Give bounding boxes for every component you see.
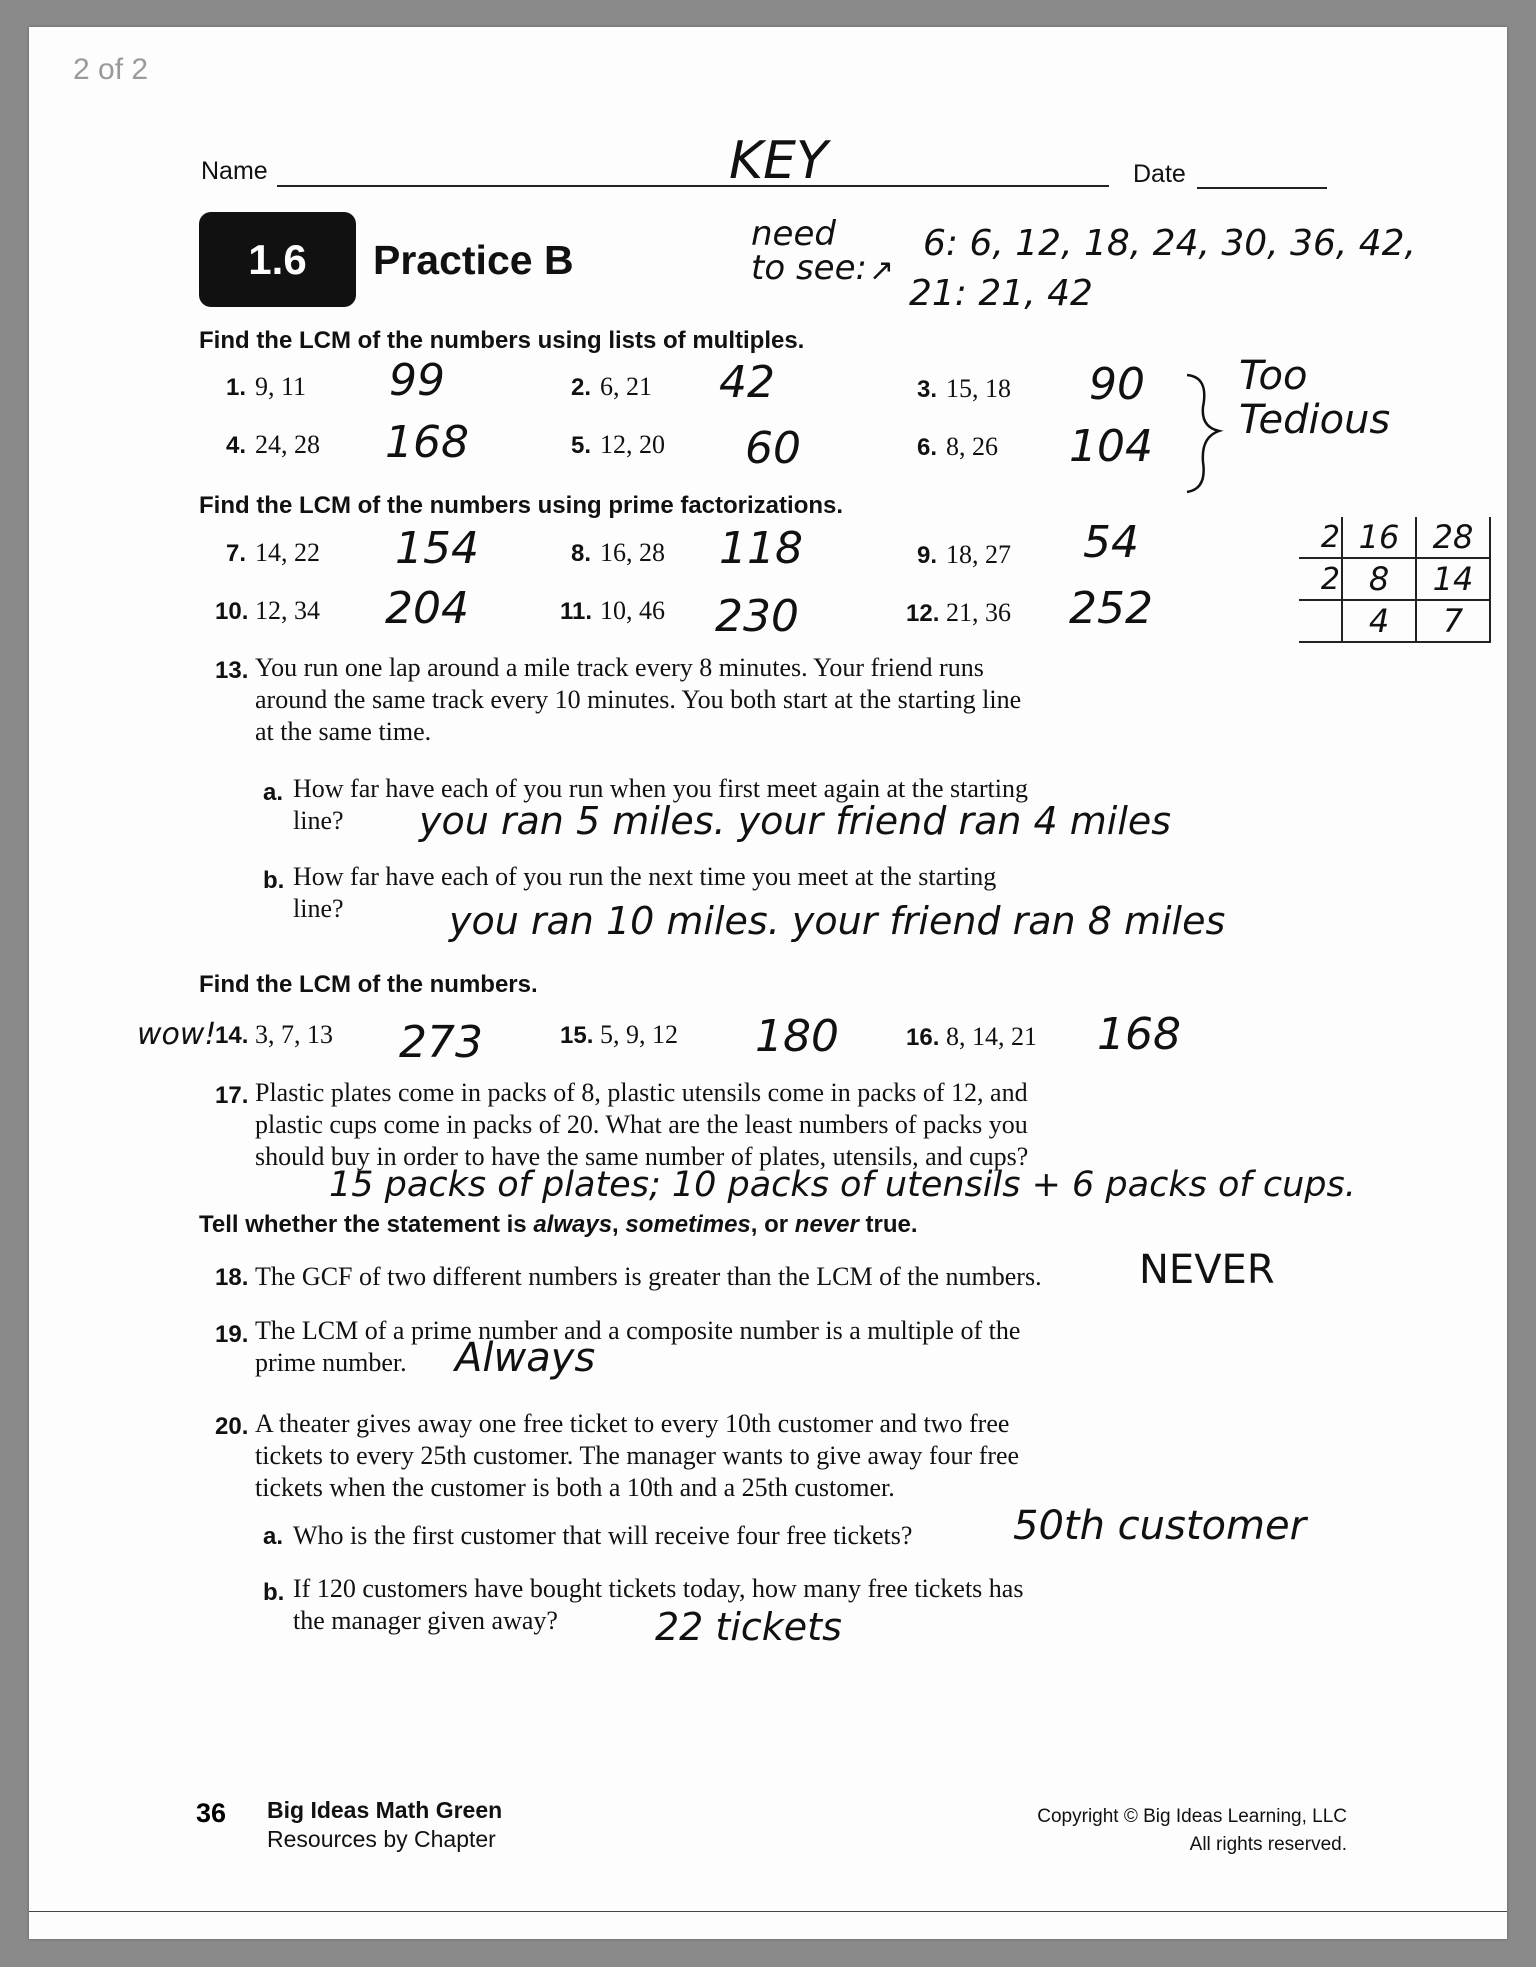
q7-answer: 154 [395,523,479,574]
q20-number: 20. [215,1413,249,1440]
footer-book-subtitle: Resources by Chapter [267,1826,496,1852]
q11-answer: 230 [715,591,799,642]
q12-answer: 252 [1069,583,1153,634]
q3-answer: 90 [1089,359,1145,410]
q20-line: A theater gives away one free ticket to every 10th customer and two free [255,1409,1010,1438]
brace-mark [1179,367,1229,497]
q20b-answer: 22 tickets [655,1605,842,1649]
q13b-answer: you ran 10 miles. your friend ran 8 miles [449,899,1226,943]
q13-line: at the same time. [255,717,432,746]
footer-book [267,1796,502,1854]
q16-text: 8, 14, 21 [946,1022,1037,1051]
copyright-line1: Copyright © Big Ideas Learning, LLC [1037,1806,1347,1827]
ladder-cell: 8 [1342,558,1416,600]
q9-number: 9. [917,542,938,569]
ladder-row [1299,558,1490,600]
q13b-label: b. [263,867,285,894]
multiples-line2: 21: 21, 42 [909,273,1093,314]
q13-line: around the same track every 10 minutes. You both start at the starting line [255,685,1022,714]
section4-always: always [533,1211,613,1238]
section4-post: true. [858,1211,918,1238]
need-note [751,214,867,288]
q15-text: 5, 9, 12 [600,1020,678,1049]
copyright-line2: All rights reserved. [1189,1834,1347,1855]
q11-number: 11. [560,598,593,625]
q3-text: 15, 18 [946,374,1011,403]
q2-answer: 42 [719,357,775,408]
ladder-row [1299,600,1490,642]
section3-heading: Find the LCM of the numbers. [199,971,538,998]
q2-text: 6, 21 [600,372,652,401]
name-line [277,185,1109,187]
q17-answer: 15 packs of plates; 10 packs of utensils + 6 packs of cups. [329,1165,1356,1205]
q10-answer: 204 [385,583,469,634]
page-bottom-rule [29,1911,1507,1912]
q13b-line: How far have each of you run the next time you meet at the starting [293,862,997,891]
key-note: KEY [729,131,828,191]
section4-heading [199,1211,918,1239]
q10-text: 12, 34 [255,596,320,625]
footer-copyright [1037,1803,1347,1859]
q5-text: 12, 20 [600,430,665,459]
q12-number: 12. [906,600,940,627]
q20a-answer: 50th customer [1013,1503,1307,1549]
arrow-note: ↗ [869,253,895,288]
ladder-cell: 28 [1416,517,1490,558]
q2-number: 2. [571,374,592,401]
footer-book-title: Big Ideas Math Green [267,1797,503,1823]
section4-heading-pre: Tell whether the statement is [199,1211,534,1238]
q6-text: 8, 26 [946,432,998,461]
factor-ladder [1299,517,1491,643]
q6-answer: 104 [1069,421,1153,472]
section4-mid: , or [750,1211,795,1238]
q9-text: 18, 27 [946,540,1011,569]
q19-line: The LCM of a prime number and a composite number is a multiple of the [255,1316,1021,1345]
q15-answer: 180 [755,1011,839,1062]
q10-number: 10. [215,598,249,625]
ladder-divisor [1299,600,1342,642]
page-indicator: 2 of 2 [73,53,149,86]
q20a-text: Who is the first customer that will receive four free tickets? [293,1521,913,1550]
q5-number: 5. [571,432,592,459]
q16-answer: 168 [1097,1009,1181,1060]
date-line [1197,187,1327,189]
q17-line: Plastic plates come in packs of 8, plastic utensils come in packs of 12, and [255,1078,1028,1107]
q14-number: 14. [215,1022,249,1049]
ladder-cell: 14 [1416,558,1490,600]
q8-answer: 118 [719,523,803,574]
q14-answer: 273 [399,1017,483,1068]
q20-line: tickets when the customer is both a 10th and a 25th customer. [255,1473,895,1502]
q19-answer: Always [455,1335,596,1381]
ladder-cell: 4 [1342,600,1416,642]
q18-text: The GCF of two different numbers is greater than the LCM of the numbers. [255,1262,1042,1291]
q20b-line: If 120 customers have bought tickets today, how many free tickets has [293,1574,1024,1603]
q20b-line: the manager given away? [293,1606,558,1635]
q12-text: 21, 36 [946,598,1011,627]
wow-note: wow! [137,1017,217,1052]
q1-answer: 99 [389,355,445,406]
ladder-cell: 7 [1416,600,1490,642]
section1-heading: Find the LCM of the numbers using lists of multiples. [199,327,805,354]
q19-text [255,1315,1020,1379]
q20-text [255,1408,1019,1504]
ladder-row [1299,517,1490,558]
q4-answer: 168 [385,417,469,468]
q13-text [255,652,1021,748]
ladder-divisor: 2 [1299,558,1342,600]
q13a-line: How far have each of you run when you first meet again at the starting [293,774,1028,803]
q4-text: 24, 28 [255,430,320,459]
q16-number: 16. [906,1024,940,1051]
q17-line: should buy in order to have the same number of plates, utensils, and cups? [255,1142,1029,1171]
q13b-line: line? [293,894,344,923]
q19-number: 19. [215,1321,249,1348]
q20a-label: a. [263,1523,284,1550]
ladder-cell: 16 [1342,517,1416,558]
q13a-line: line? [293,806,344,835]
q6-number: 6. [917,434,938,461]
q17-text [255,1077,1028,1173]
q13a-answer: you ran 5 miles. your friend ran 4 miles [419,799,1172,843]
q1-text: 9, 11 [255,372,307,401]
name-label: Name [201,157,268,185]
q17-number: 17. [215,1082,249,1109]
document-page [29,27,1507,1939]
q3-number: 3. [917,376,938,403]
q15-number: 15. [560,1022,594,1049]
q8-text: 16, 28 [600,538,665,567]
ladder-divisor: 2 [1299,517,1342,558]
q13a-label: a. [263,779,284,806]
section4-never: never [794,1211,859,1238]
multiples-line1: 6: 6, 12, 18, 24, 30, 36, 42, [923,223,1416,264]
q5-answer: 60 [745,423,801,474]
need-note-line1: need [751,214,836,254]
q8-number: 8. [571,540,592,567]
q18-number: 18. [215,1264,249,1291]
q13-number: 13. [215,657,249,684]
tedious-note: Tedious [1239,397,1391,443]
section4-sometimes: sometimes [625,1211,751,1238]
q20b-label: b. [263,1579,285,1606]
q4-number: 4. [226,432,247,459]
q19-line: prime number. [255,1348,407,1377]
q11-text: 10, 46 [600,596,665,625]
q1-number: 1. [226,374,247,401]
q18-answer: NEVER [1139,1247,1275,1293]
section4-comma: , [612,1211,626,1238]
too-note: Too [1239,353,1308,399]
need-note-line2: to see: [751,248,867,288]
lesson-badge: 1.6 [199,212,356,307]
date-label: Date [1133,160,1186,188]
q14-text: 3, 7, 13 [255,1020,333,1049]
q7-number: 7. [226,540,247,567]
section2-heading: Find the LCM of the numbers using prime factorizations. [199,492,844,519]
q20-line: tickets to every 25th customer. The manager wants to give away four free [255,1441,1020,1470]
q13-line: You run one lap around a mile track every 8 minutes. Your friend runs [255,653,984,682]
q7-text: 14, 22 [255,538,320,567]
footer-page-number: 36 [196,1798,227,1828]
worksheet-title: Practice B [373,237,574,283]
q9-answer: 54 [1083,517,1139,568]
q17-line: plastic cups come in packs of 20. What are the least numbers of packs you [255,1110,1028,1139]
